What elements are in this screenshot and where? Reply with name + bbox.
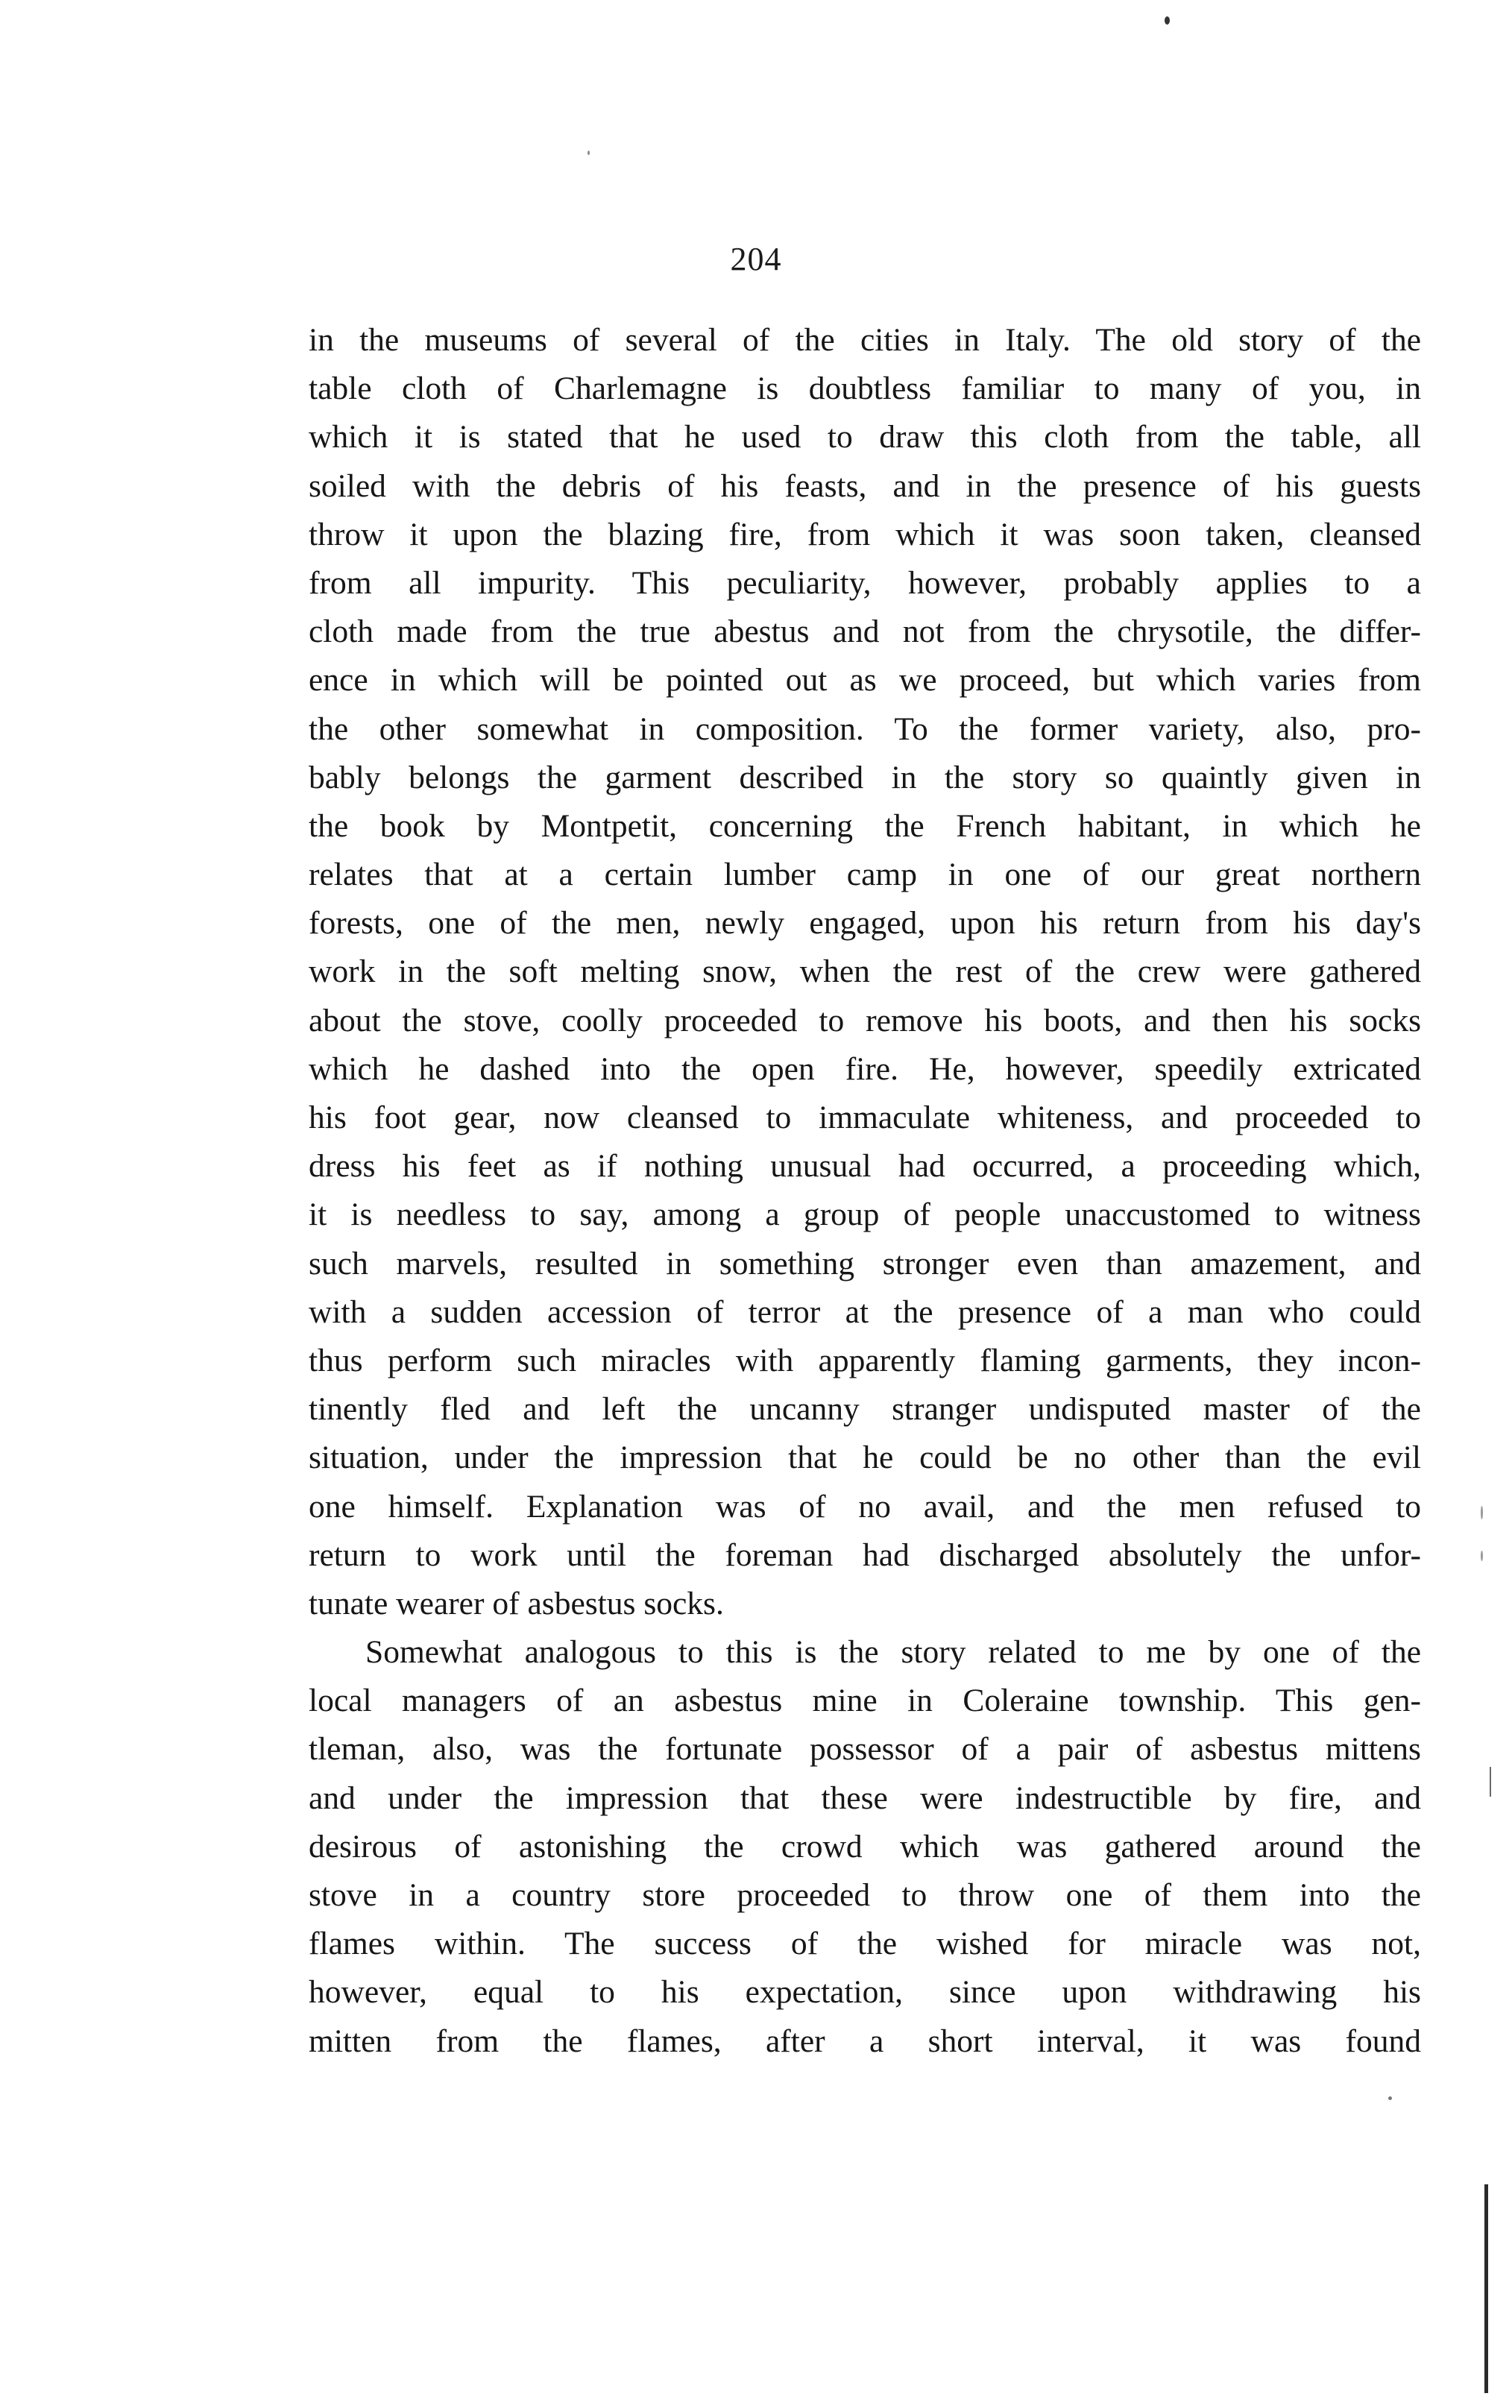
text-line: situation, under the impression that he could be no other than the evil	[309, 1440, 1421, 1476]
paragraph	[309, 316, 1421, 1628]
ink-speck	[1481, 1506, 1483, 1519]
text-line: it is needless to say, among a group of people unaccustomed to witness	[309, 1197, 1421, 1233]
text-line: tleman, also, was the fortunate possessor of a pair of asbestus mittens	[309, 1731, 1421, 1768]
text-line: his foot gear, now cleansed to immaculate whiteness, and proceeded to	[309, 1100, 1421, 1135]
ink-speck	[1388, 2096, 1392, 2100]
paragraph	[309, 1628, 1421, 2066]
text-line: return to work until the foreman had discharged absolutely the unfor-	[309, 1536, 1421, 1573]
text-line: flames within. The success of the wished for miracle was not,	[309, 1926, 1421, 1962]
text-line: and under the impression that these were indestructible by fire, and	[309, 1780, 1421, 1816]
text-line: mitten from the flames, after a short interval, it was found	[309, 2023, 1421, 2059]
text-line: work in the soft melting snow, when the rest of the crew were gathered	[309, 954, 1421, 990]
scan-edge-mark	[1490, 1767, 1491, 1797]
text-line: dress his feet as if nothing unusual had occurred, a proceeding which,	[309, 1148, 1421, 1185]
ink-speck	[1165, 16, 1170, 25]
text-line: cloth made from the true abestus and not from the chrysotile, the differ-	[309, 614, 1421, 650]
text-line: table cloth of Charlemagne is doubtless familiar to many of you, in	[309, 371, 1421, 407]
scan-edge-shadow	[1484, 2184, 1488, 2393]
text-line: relates that at a certain lumber camp in one of our great northern	[309, 857, 1421, 893]
text-line: the other somewhat in composition. To the former variety, also, pro-	[309, 710, 1421, 747]
text-line: which he dashed into the open fire. He, however, speedily extricated	[309, 1050, 1421, 1087]
text-line: ence in which will be pointed out as we proceed, but which varies from	[309, 662, 1421, 699]
text-line: such marvels, resulted in something stronger even than amazement, and	[309, 1245, 1421, 1282]
text-line: one himself. Explanation was of no avail, and the men refused to	[309, 1488, 1421, 1525]
text-line: desirous of astonishing the crowd which was gathered around the	[309, 1828, 1421, 1865]
text-line: forests, one of the men, newly engaged, upon his return from his day's	[309, 905, 1421, 942]
text-line: from all impurity. This peculiarity, however, probably applies to a	[309, 564, 1421, 601]
text-line: tunate wearer of asbestus socks.	[309, 1585, 724, 1621]
text-line: stove in a country store proceeded to throw one of them into the	[309, 1877, 1421, 1913]
text-line: about the stove, coolly proceeded to remove his boots, and then his socks	[309, 1002, 1421, 1038]
ink-speck	[588, 151, 590, 155]
text-line: bably belongs the garment described in the story so quaintly given in	[309, 759, 1421, 795]
text-line: however, equal to his expectation, since upon withdrawing his	[309, 1974, 1421, 2011]
text-line: which it is stated that he used to draw this cloth from the table, all	[309, 419, 1421, 456]
body-text	[309, 316, 1421, 2066]
text-line: throw it upon the blazing fire, from which it was soon taken, cleansed	[309, 516, 1421, 552]
text-line: soiled with the debris of his feasts, and in the presence of his guests	[309, 467, 1421, 504]
page-number: 204	[730, 241, 782, 277]
text-line: the book by Montpetit, concerning the French habitant, in which he	[309, 807, 1421, 844]
text-line: in the museums of several of the cities in Italy. The old story of the	[309, 322, 1421, 358]
text-line: thus perform such miracles with apparently flaming garments, they incon-	[309, 1342, 1421, 1378]
text-line: with a sudden accession of terror at the presence of a man who could	[309, 1293, 1421, 1330]
ink-speck	[1481, 1551, 1483, 1561]
text-line: Somewhat analogous to this is the story related to me by one of the	[365, 1634, 1421, 1671]
text-line: local managers of an asbestus mine in Coleraine township. This gen-	[309, 1683, 1421, 1719]
text-line: tinently fled and left the uncanny stranger undisputed master of the	[309, 1391, 1421, 1428]
